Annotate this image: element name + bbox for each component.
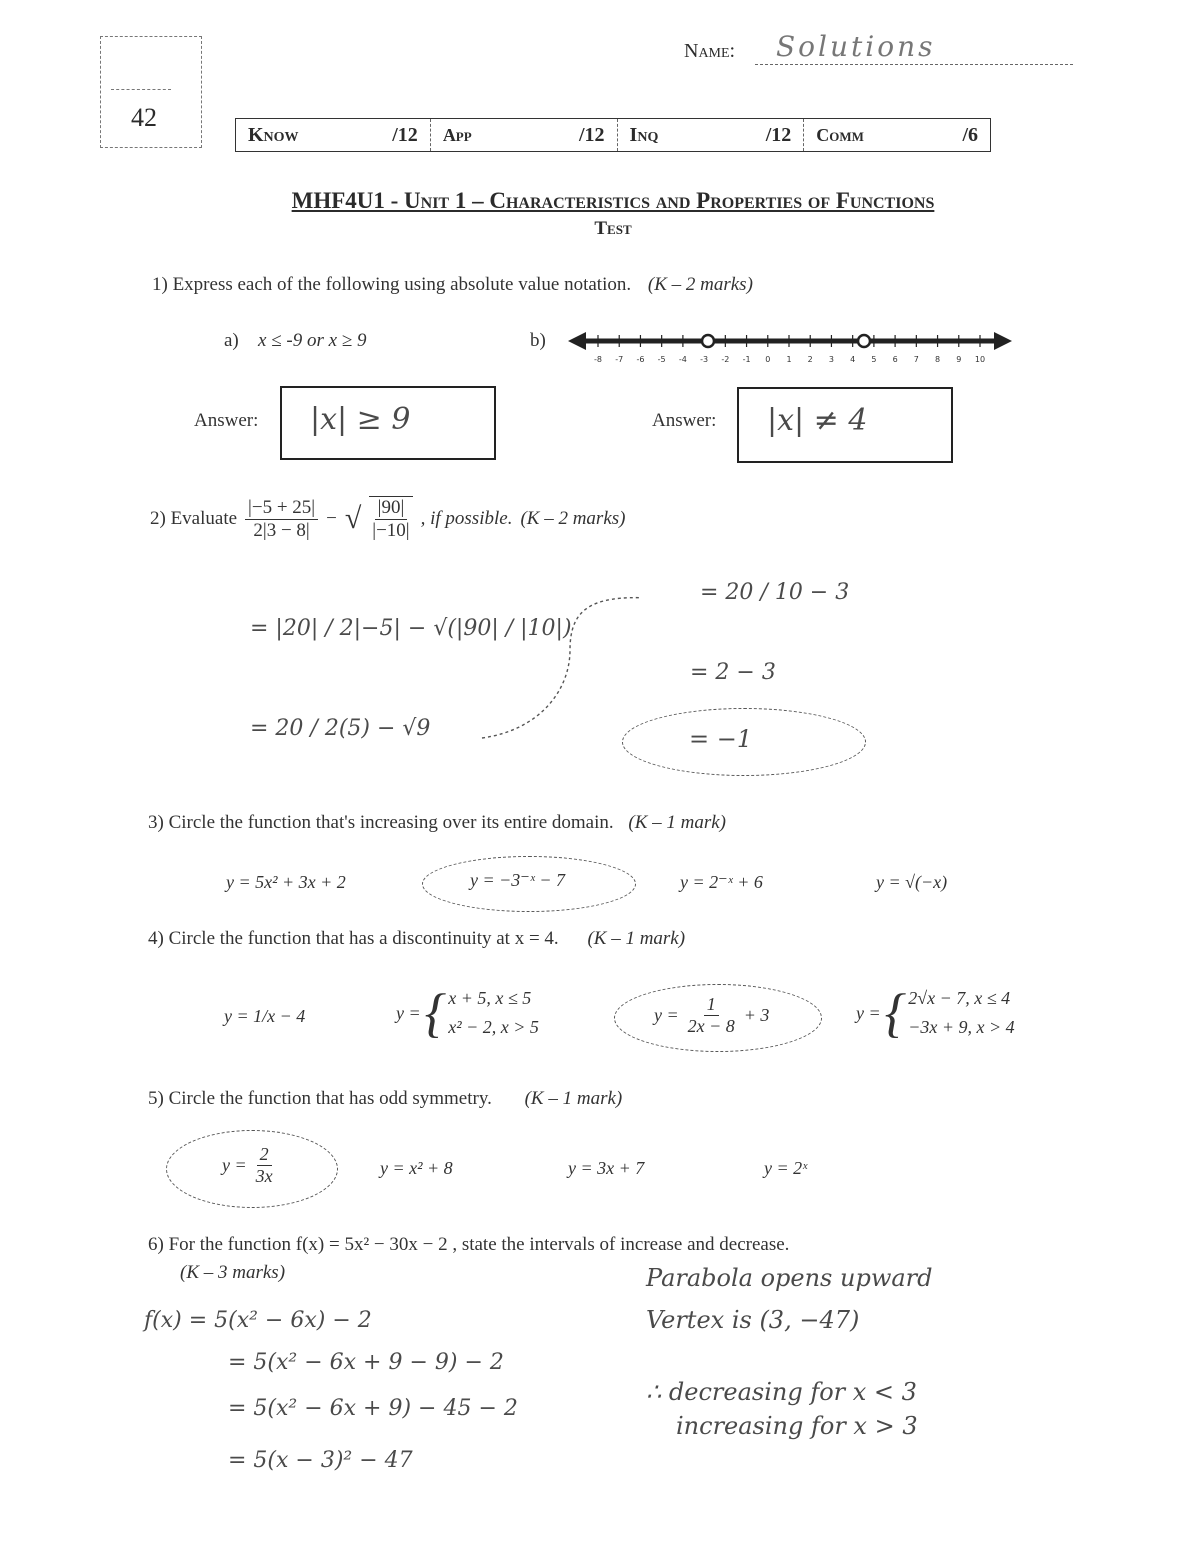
number-line-left-arrow bbox=[568, 332, 586, 350]
q4-opt2-top: x + 5, x ≤ 5 bbox=[448, 988, 532, 1008]
q5-opt1-num: 2 bbox=[257, 1144, 272, 1166]
q6-work-left-2: = 5(x² − 6x + 9 − 9) − 2 bbox=[228, 1350, 504, 1375]
number-line-tick-label: 3 bbox=[828, 355, 834, 364]
q1a-expression: x ≤ -9 or x ≥ 9 bbox=[258, 330, 367, 351]
q3-prompt-text: 3) Circle the function that's increasing over its entire domain. bbox=[148, 812, 614, 833]
number-line-tick-label: 10 bbox=[974, 355, 986, 364]
q2-work-arrow bbox=[480, 590, 640, 750]
q4-opt3-y: y = bbox=[654, 1005, 679, 1025]
q1b-answer: |x| ≠ 4 bbox=[767, 403, 868, 438]
q5-option-1[interactable] bbox=[222, 1144, 276, 1187]
number-line-tick-label: -3 bbox=[700, 355, 709, 364]
page-title: MHF4U1 - Unit 1 – Characteristics and Properties of Functions bbox=[291, 188, 935, 213]
q1a-answer-box[interactable] bbox=[280, 386, 496, 460]
q2-final-answer-circle bbox=[622, 708, 866, 776]
category-know-outof: /12 bbox=[392, 123, 418, 146]
number-line-tick-label: -6 bbox=[636, 355, 645, 364]
number-line-tick-label: 4 bbox=[850, 355, 856, 364]
q6-work-left-4: = 5(x − 3)² − 47 bbox=[228, 1448, 413, 1473]
category-app bbox=[431, 119, 618, 151]
number-line-tick-label: 9 bbox=[956, 355, 962, 364]
q2-fraction-2 bbox=[369, 496, 412, 542]
q4-prompt bbox=[148, 928, 685, 950]
q1-prompt bbox=[152, 274, 753, 296]
number-line-tick-label: 7 bbox=[913, 355, 919, 364]
q3-option-2[interactable]: y = −3⁻ˣ − 7 bbox=[470, 870, 566, 890]
number-line-tick-label: -4 bbox=[678, 355, 687, 364]
q5-opt1-fraction bbox=[253, 1144, 276, 1187]
number-line bbox=[568, 326, 1013, 366]
number-line-tick-label: 1 bbox=[786, 355, 792, 364]
number-line-tick-label: 5 bbox=[871, 355, 877, 364]
q1a-label: a) bbox=[224, 330, 239, 351]
q4-opt2-y: y = bbox=[396, 1002, 421, 1023]
q5-option-3[interactable]: y = 3x + 7 bbox=[568, 1158, 645, 1178]
open-point-4 bbox=[858, 335, 870, 347]
number-line-tick-label: -2 bbox=[721, 355, 730, 364]
q4-option-2[interactable] bbox=[396, 983, 539, 1043]
number-line-tick-label: 8 bbox=[935, 355, 941, 364]
q2-work-line-1: = |20| / 2|−5| − √(|90| / |10|) bbox=[250, 616, 572, 641]
q3-prompt bbox=[148, 812, 726, 834]
q4-marks: (K – 1 mark) bbox=[587, 928, 686, 949]
q4-opt3-fraction bbox=[685, 994, 738, 1037]
q2-fraction-1 bbox=[245, 497, 318, 542]
q6-work-left-1: f(x) = 5(x² − 6x) − 2 bbox=[144, 1308, 372, 1333]
category-know-label: Know bbox=[248, 123, 299, 146]
category-know bbox=[236, 119, 431, 151]
q2-frac2-den: |−10| bbox=[372, 520, 410, 541]
number-line-tick-label: -8 bbox=[594, 355, 602, 364]
q2-frac2-num: |90| bbox=[375, 497, 408, 520]
q1b-answer-label: Answer: bbox=[652, 410, 717, 431]
q6-work-right-1: Parabola opens upward bbox=[646, 1264, 933, 1292]
q1b-label: b) bbox=[530, 330, 546, 351]
q6-work-right-2: Vertex is (3, −47) bbox=[646, 1306, 860, 1334]
q6-work-right-3: ∴ decreasing for x < 3 bbox=[646, 1378, 917, 1406]
q2-final-answer: = −1 bbox=[689, 725, 753, 753]
q4-opt2-brace: { bbox=[424, 983, 447, 1043]
q4-opt3-num: 1 bbox=[704, 994, 719, 1016]
number-line-tick-label: -1 bbox=[742, 355, 751, 364]
q2-work-line-2: = 20 / 2(5) − √9 bbox=[250, 716, 431, 741]
number-line-tick-label: 2 bbox=[807, 355, 813, 364]
q5-prompt-text: 5) Circle the function that has odd symmetry. bbox=[148, 1088, 492, 1109]
number-line-tick-label: -5 bbox=[657, 355, 666, 364]
score-value: 42 bbox=[131, 103, 157, 132]
q6-work-right-4: increasing for x > 3 bbox=[676, 1412, 918, 1440]
q4-option-1[interactable]: y = 1/x − 4 bbox=[224, 1006, 306, 1026]
open-point-neg4 bbox=[702, 335, 714, 347]
q2-marks: (K – 2 marks) bbox=[520, 508, 626, 529]
q2-frac1-num: |−5 + 25| bbox=[245, 497, 318, 520]
score-divider bbox=[111, 89, 171, 90]
page-subtitle: Test bbox=[594, 218, 632, 239]
q4-opt4-y: y = bbox=[856, 1002, 881, 1023]
category-comm bbox=[804, 119, 990, 151]
category-app-outof: /12 bbox=[578, 123, 605, 146]
category-inq-outof: /12 bbox=[765, 123, 792, 146]
q5-prompt bbox=[148, 1088, 622, 1110]
category-app-label: App bbox=[442, 124, 472, 145]
number-line-right-arrow bbox=[994, 332, 1012, 350]
q2-prompt-start: 2) Evaluate bbox=[150, 508, 238, 529]
score-box bbox=[100, 36, 202, 148]
q2-minus: − bbox=[326, 508, 337, 529]
number-line-tick-label: -7 bbox=[615, 355, 624, 364]
q6-marks: (K – 3 marks) bbox=[180, 1262, 286, 1283]
q4-opt4-brace: { bbox=[884, 983, 907, 1043]
category-inq-label: Inq bbox=[629, 123, 659, 146]
q1a-answer: |x| ≥ 9 bbox=[310, 402, 411, 437]
q4-opt4-top: 2√x − 7, x ≤ 4 bbox=[908, 988, 1011, 1008]
category-comm-label: Comm bbox=[816, 124, 864, 145]
q5-option-2[interactable]: y = x² + 8 bbox=[380, 1158, 453, 1178]
q5-opt1-den: 3x bbox=[255, 1166, 273, 1186]
q2-root-sign: √ bbox=[344, 502, 362, 535]
category-bar bbox=[235, 118, 991, 152]
q5-marks: (K – 1 mark) bbox=[524, 1088, 623, 1109]
category-comm-outof: /6 bbox=[962, 123, 979, 146]
q4-opt3-den: 2x − 8 bbox=[687, 1016, 735, 1036]
q3-option-1[interactable]: y = 5x² + 3x + 2 bbox=[226, 872, 346, 892]
q2-work-line-3: = 20 / 10 − 3 bbox=[700, 580, 850, 605]
q2-frac1-den: 2|3 − 8| bbox=[253, 519, 310, 541]
q1-marks: (K – 2 marks) bbox=[647, 274, 753, 295]
name-value: Solutions bbox=[776, 30, 936, 63]
q6-prompt: 6) For the function f(x) = 5x² − 30x − 2 , state the intervals of increase and decrease. bbox=[148, 1234, 790, 1255]
q2-prompt-end: , if possible. bbox=[420, 508, 513, 529]
q2-work-line-4: = 2 − 3 bbox=[690, 660, 776, 685]
q4-opt3-tail: + 3 bbox=[743, 1005, 770, 1025]
q4-option-4[interactable] bbox=[856, 983, 1015, 1043]
q4-option-3[interactable] bbox=[654, 994, 769, 1037]
q6-work-left-3: = 5(x² − 6x + 9) − 45 − 2 bbox=[228, 1396, 518, 1421]
q1b-answer-box[interactable] bbox=[737, 387, 953, 463]
name-label: Name: bbox=[684, 40, 736, 62]
q1-prompt-text: 1) Express each of the following using absolute value notation. bbox=[152, 274, 632, 295]
category-inq bbox=[618, 119, 805, 151]
q3-marks: (K – 1 mark) bbox=[628, 812, 727, 833]
q4-opt4-bot: −3x + 9, x > 4 bbox=[908, 1017, 1015, 1037]
q3-option-4[interactable]: y = √(−x) bbox=[876, 872, 948, 892]
number-line-tick-label: 6 bbox=[892, 355, 898, 364]
q1a-answer-label: Answer: bbox=[194, 410, 259, 431]
q5-option-4[interactable]: y = 2ˣ bbox=[764, 1158, 808, 1178]
q2-prompt bbox=[150, 496, 625, 542]
q4-prompt-text: 4) Circle the function that has a discontinuity at x = 4. bbox=[148, 928, 559, 949]
q3-option-3[interactable]: y = 2⁻ˣ + 6 bbox=[680, 872, 763, 892]
number-line-tick-label: 0 bbox=[765, 355, 771, 364]
name-line bbox=[755, 64, 1073, 65]
q5-opt1-y: y = bbox=[222, 1155, 247, 1175]
q4-opt2-bot: x² − 2, x > 5 bbox=[448, 1017, 539, 1037]
